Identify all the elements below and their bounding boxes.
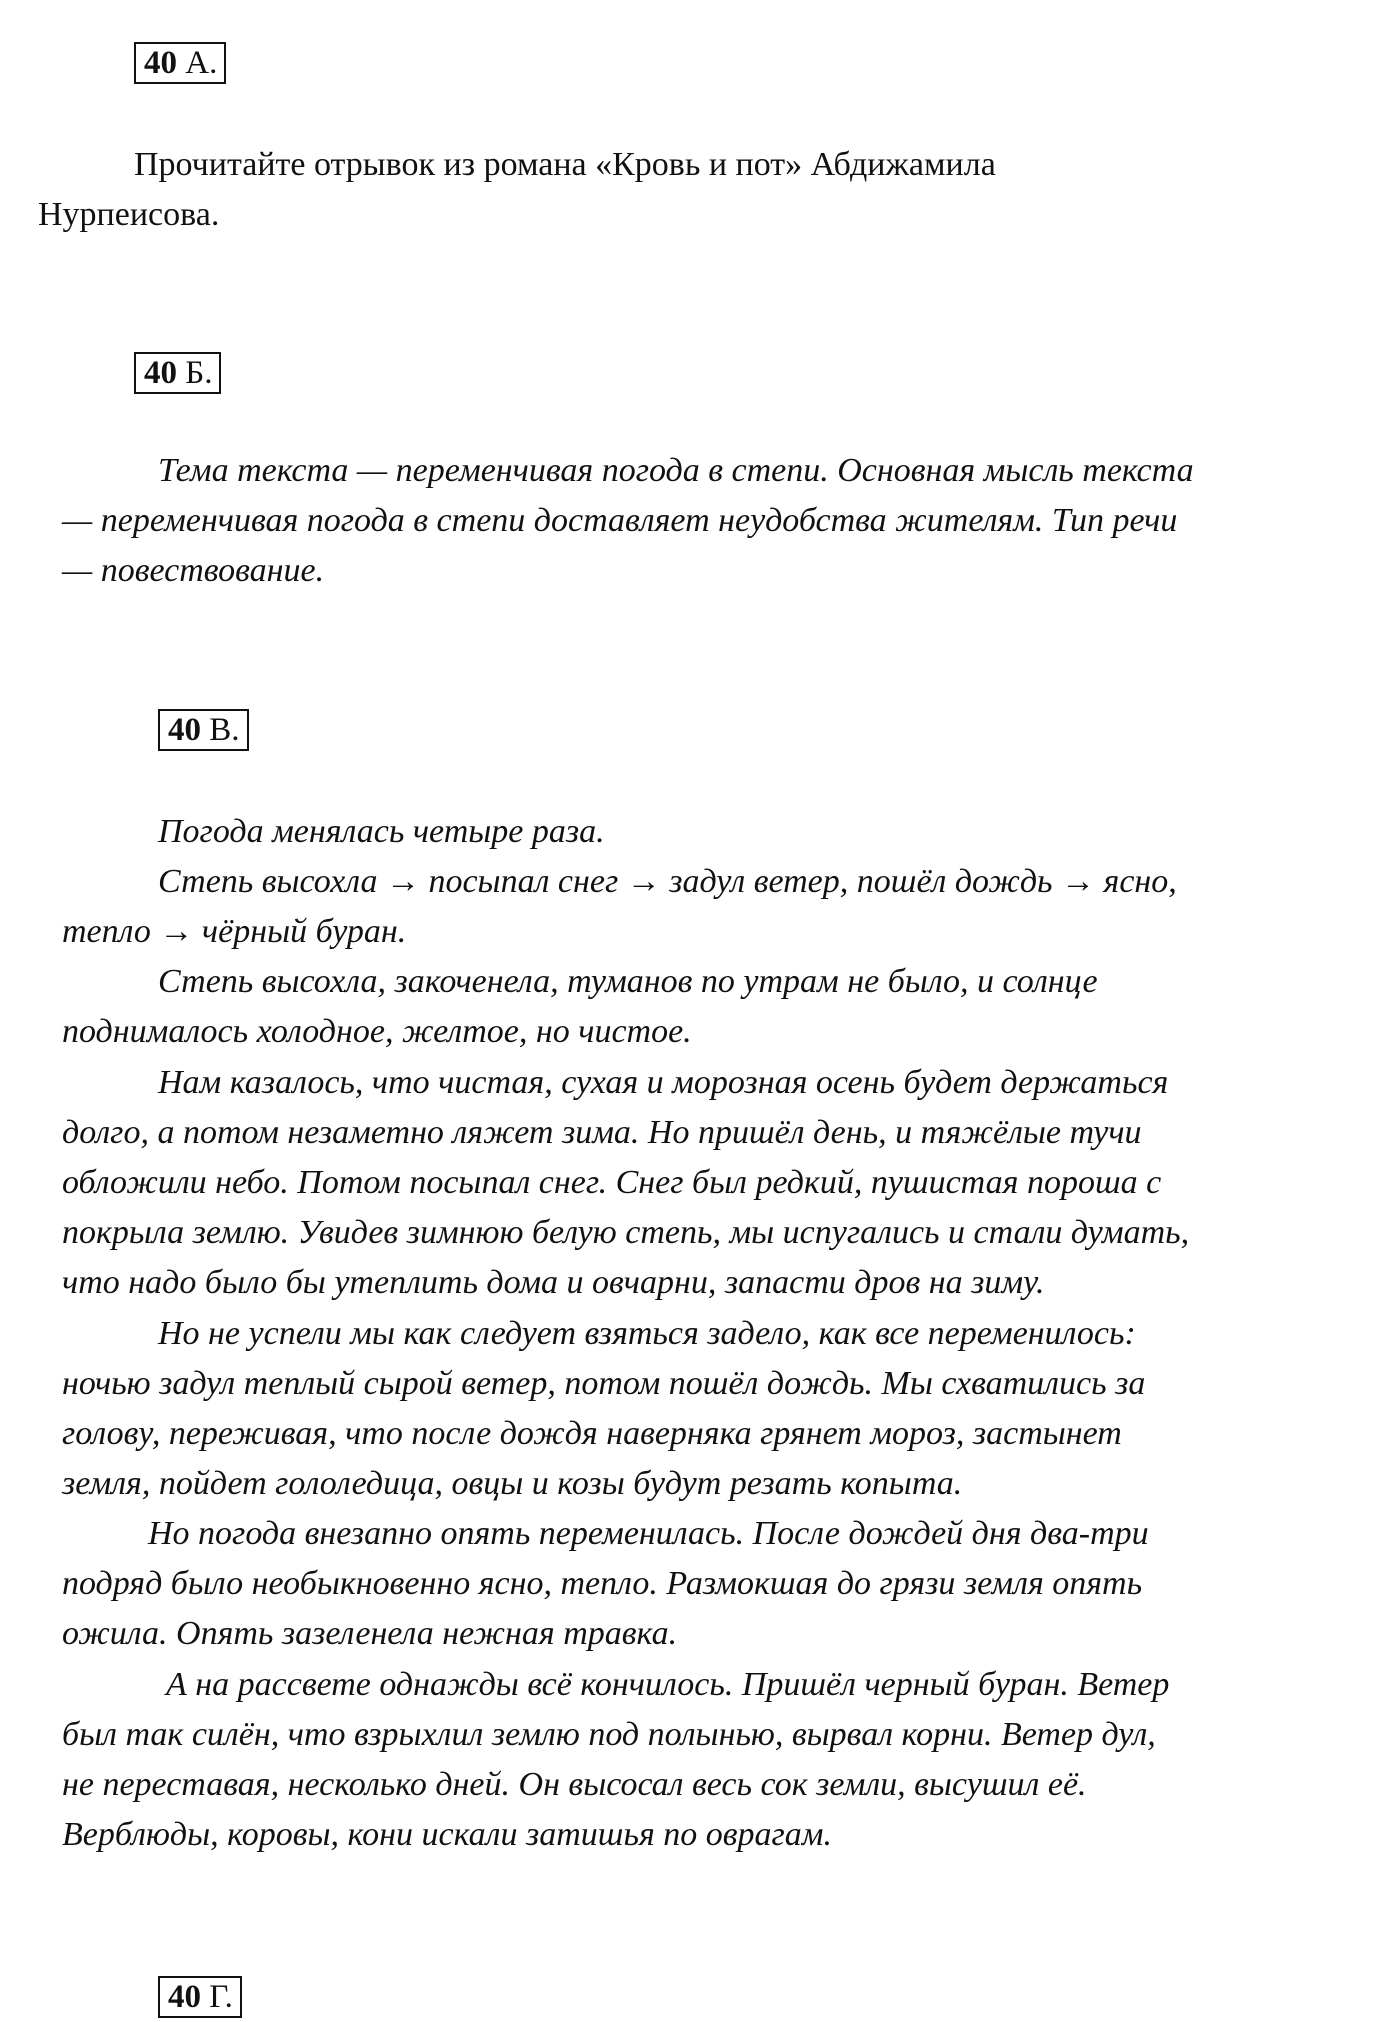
badge-letter: В. (201, 712, 240, 748)
text-line: голову, переживая, что после дождя наверняка грянет мороз, застынет (62, 1415, 1122, 1452)
text-line: земля, пойдет гололедица, овцы и козы будут резать копыта. (62, 1465, 963, 1502)
badge-letter: А. (177, 45, 218, 81)
text-line: покрыла землю. Увидев зимнюю белую степь, мы испугались и стали думать, (62, 1214, 1190, 1251)
badge-number: 40 (168, 712, 201, 748)
text-line: Прочитайте отрывок из романа «Кровь и пот» Абдижамила (134, 146, 996, 183)
text-line: Верблюды, коровы, кони искали затишья по оврагам. (62, 1816, 832, 1853)
text-line: ночью задул теплый сырой ветер, потом пошёл дождь. Мы схватились за (62, 1365, 1146, 1402)
text-line: обложили небо. Потом посыпал снег. Снег был редкий, пушистая пороша с (62, 1164, 1162, 1201)
text-line: Но не успели мы как следует взяться задело, как все переменилось: (158, 1315, 1136, 1352)
badge-number: 40 (168, 1979, 201, 2015)
text-line: — переменчивая погода в степи доставляет неудобства жителям. Тип речи (62, 502, 1178, 539)
text-line: Степь высохла → посыпал снег → задул ветер, пошёл дождь → ясно, (158, 863, 1177, 900)
text-line: ожила. Опять зазеленела нежная травка. (62, 1615, 678, 1652)
badge-number: 40 (144, 355, 177, 391)
text-line: что надо было бы утеплить дома и овчарни, запасти дров на зиму. (62, 1264, 1045, 1301)
section-badge-40a (134, 42, 226, 84)
badge-number: 40 (144, 45, 177, 81)
section-badge-40g (158, 1976, 242, 2018)
badge-letter: Б. (177, 355, 213, 391)
text-line: Но погода внезапно опять переменилась. После дождей дня два-три (148, 1515, 1149, 1552)
badge-letter: Г. (201, 1979, 233, 2015)
text-line: не переставая, несколько дней. Он высосал весь сок земли, высушил её. (62, 1766, 1087, 1803)
text-line: Нурпеисова. (38, 196, 220, 233)
text-line: был так силён, что взрыхлил землю под полынью, вырвал корни. Ветер дул, (62, 1716, 1156, 1753)
text-line: подряд было необыкновенно ясно, тепло. Размокшая до грязи земля опять (62, 1565, 1143, 1602)
section-badge-40v (158, 709, 249, 751)
text-line: тепло → чёрный буран. (62, 913, 407, 950)
text-line: А на рассвете однажды всё кончилось. Пришёл черный буран. Ветер (166, 1666, 1170, 1703)
text-line: Степь высохла, закоченела, туманов по утрам не было, и солнце (158, 963, 1098, 1000)
text-line: — повествование. (62, 552, 325, 589)
text-line: поднималось холодное, желтое, но чистое. (62, 1013, 692, 1050)
text-line: Нам казалось, что чистая, сухая и морозная осень будет держаться (158, 1064, 1169, 1101)
section-badge-40b (134, 352, 221, 394)
text-line: Погода менялась четыре раза. (158, 813, 605, 850)
text-line: Тема текста — переменчивая погода в степи. Основная мысль текста (158, 452, 1194, 489)
text-line: долго, а потом незаметно ляжет зима. Но пришёл день, и тяжёлые тучи (62, 1114, 1142, 1151)
